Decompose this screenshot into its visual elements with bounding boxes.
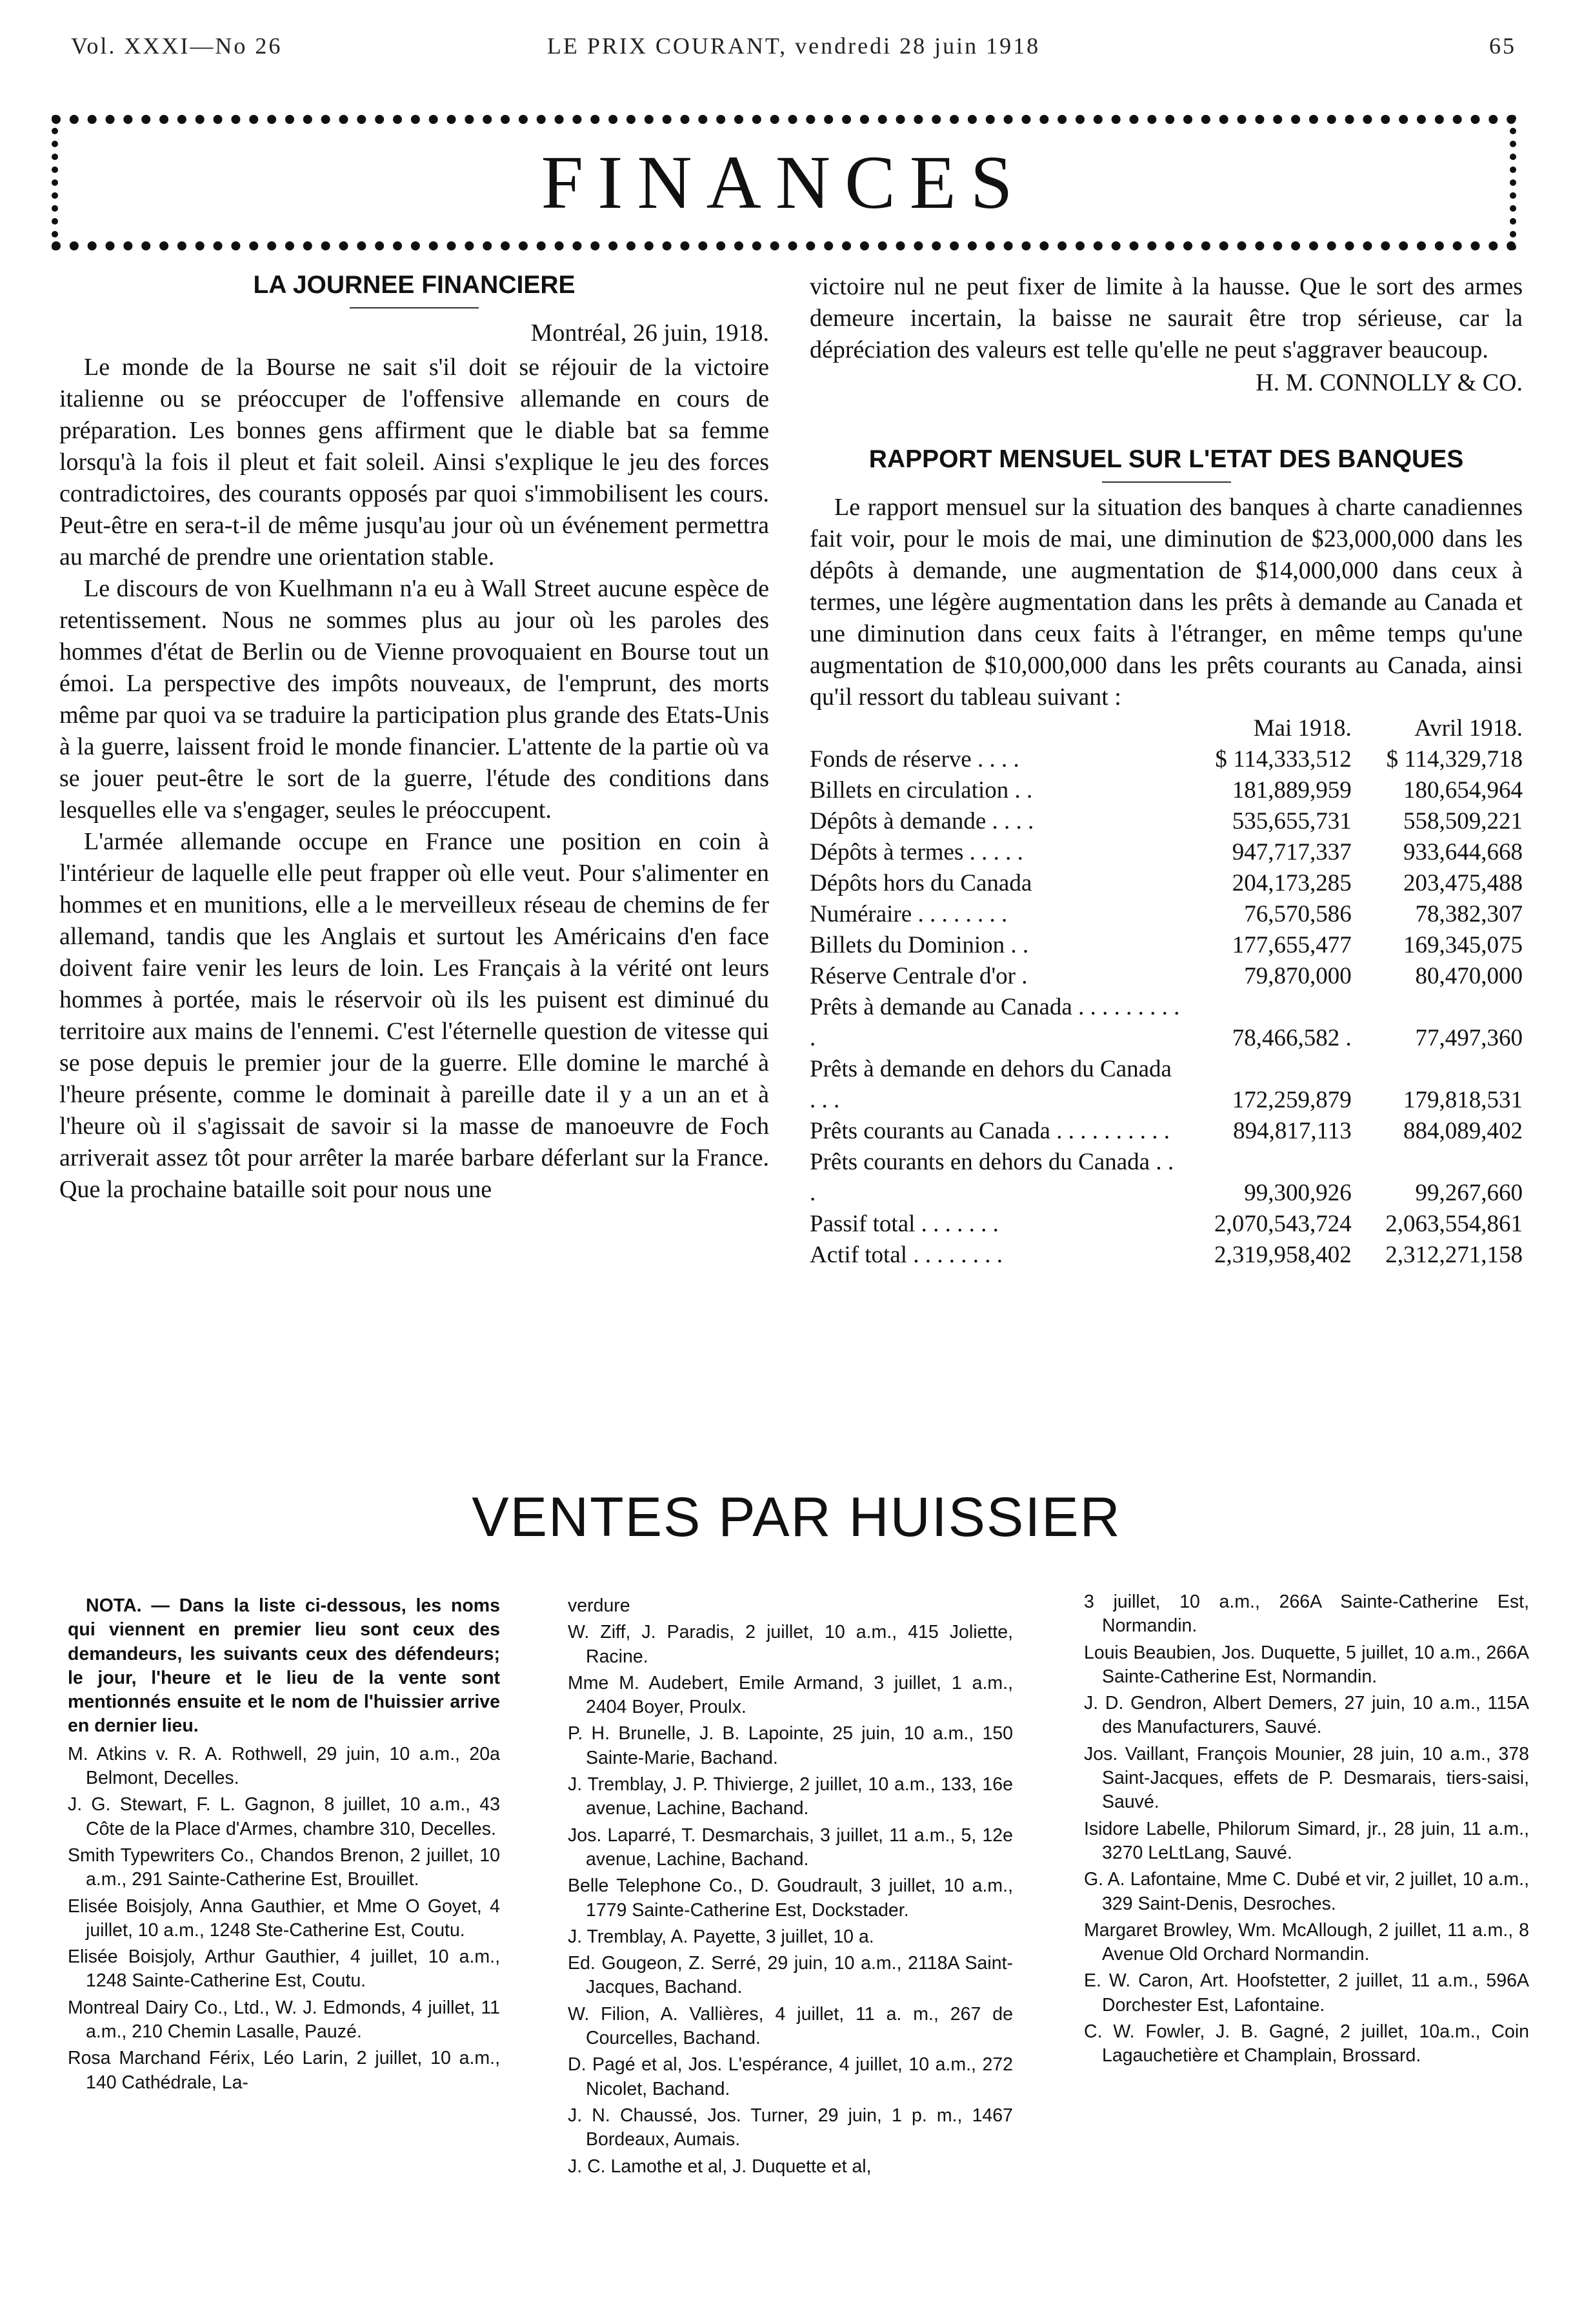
value-april: 933,644,668 <box>1403 839 1523 865</box>
list-item: M. Atkins v. R. A. Rothwell, 29 juin, 10 a.m., 20a Belmont, Decelles. <box>68 1743 500 1789</box>
value-may: 2,319,958,402 <box>1214 1242 1352 1268</box>
right-finance-column <box>810 271 1523 1271</box>
row-label: Passif total . . . . . . . <box>810 1211 999 1237</box>
value-april: 78,382,307 <box>1415 901 1523 927</box>
dateline: Montréal, 26 juin, 1918. <box>530 319 769 347</box>
table-row <box>810 806 1523 837</box>
list-item: Jos. Laparré, T. Desmarchais, 3 juillet, 11 a.m., 5, 12e avenue, Lachine, Bachand. <box>568 1824 1013 1870</box>
list-item: Elisée Boisjoly, Arthur Gauthier, 4 juillet, 10 a.m., 1248 Sainte-Catherine Est, Coutu. <box>68 1946 500 1992</box>
row-label: Prêts courants en dehors du Canada . . . <box>810 1149 1174 1206</box>
value-may: 99,300,926 <box>1244 1180 1352 1206</box>
list-item: J. Tremblay, A. Payette, 3 juillet, 10 a. <box>568 1926 874 1947</box>
volume-number: Vol. XXXI—No 26 <box>71 33 283 59</box>
column-header-may: Mai 1918. <box>1253 715 1352 742</box>
table-row <box>810 744 1523 775</box>
row-label: Numéraire . . . . . . . . <box>810 901 1008 927</box>
value-may: 79,870,000 <box>1244 963 1352 989</box>
row-label: Fonds de réserve . . . . <box>810 746 1019 773</box>
list-item: Louis Beaubien, Jos. Duquette, 5 juillet, 10 a.m., 266A Sainte-Catherine Est, Normandin. <box>1084 1642 1529 1687</box>
value-may: 2,070,543,724 <box>1214 1211 1352 1237</box>
value-april: 203,475,488 <box>1403 870 1523 896</box>
row-label: Prêts à demande en dehors du Canada . . . <box>810 1056 1172 1113</box>
ventes-column-2 <box>568 1594 1013 2181</box>
article-paragraph: Le monde de la Bourse ne sait s'il doit se réjouir de la victoire italienne ou se préoccuper de l'offensive allemande en cours de préparation. Les bonnes gens affirment que le diable bat sa femme lorsqu'à la fois il pleut et fait soleil. Ainsi s'explique le jeu des forces contradictoires, des courants opposés par quoi s'immobilisent les cours. Peut-être en sera-t-il de même jusqu'au jour où un événement permettra au marché de prendre une orientation stable. <box>59 354 769 571</box>
table-row <box>810 775 1523 806</box>
value-april: 884,089,402 <box>1403 1118 1523 1144</box>
journee-financiere-column <box>59 270 769 1206</box>
bank-statement-table <box>810 713 1523 1271</box>
value-may: 172,259,879 <box>1232 1087 1352 1113</box>
value-april: 179,818,531 <box>1403 1087 1523 1113</box>
row-label: Prêts courants au Canada . . . . . . . . . . <box>810 1118 1170 1144</box>
value-april: 77,497,360 <box>1415 1025 1523 1051</box>
table-row <box>810 1054 1523 1116</box>
value-april: 180,654,964 <box>1403 777 1523 803</box>
row-label: Dépôts à demande . . . . <box>810 808 1034 834</box>
rapport-divider <box>1102 481 1231 483</box>
list-item: J. C. Lamothe et al, J. Duquette et al, <box>568 2156 872 2177</box>
article-continuation: victoire nul ne peut fixer de limite à la hausse. Que le sort des armes demeure incertain, la baisse ne saurait être trop sérieuse, car la dépréciation des valeurs est telle qu'elle ne peut s'aggraver beaucoup. <box>810 273 1523 363</box>
table-row <box>810 1116 1523 1147</box>
table-row <box>810 992 1523 1054</box>
value-may: $ 114,333,512 <box>1215 746 1352 773</box>
value-may: 947,717,337 <box>1232 839 1352 865</box>
list-item: J. N. Chaussé, Jos. Turner, 29 juin, 1 p. m., 1467 Bordeaux, Aumais. <box>568 2105 1013 2150</box>
value-may: 78,466,582 . <box>1232 1025 1352 1051</box>
row-label: Billets en circulation . . <box>810 777 1033 803</box>
column-header-april: Avril 1918. <box>1414 715 1523 742</box>
list-item: Mme M. Audebert, Emile Armand, 3 juillet, 1 a.m., 2404 Boyer, Proulx. <box>568 1672 1013 1718</box>
list-item: Smith Typewriters Co., Chandos Brenon, 2 juillet, 10 a.m., 291 Sainte-Catherine Est, Brouillet. <box>68 1844 500 1890</box>
nota-paragraph: NOTA. — Dans la liste ci-dessous, les noms qui viennent en premier lieu sont ceux des demandeurs, les suivants ceux des défendeurs; le jour, l'heure et le lieu de la vente sont mentionnés ensuite et le nom de l'huissier arrive en dernier lieu. <box>68 1595 500 1737</box>
value-may: 181,889,959 <box>1232 777 1352 803</box>
article-title: LA JOURNEE FINANCIERE <box>253 271 576 299</box>
list-item: verdure <box>568 1595 630 1616</box>
list-item: 3 juillet, 10 a.m., 266A Sainte-Catherine Est, Normandin. <box>1084 1591 1529 1637</box>
list-item: J. Tremblay, J. P. Thivierge, 2 juillet, 10 a.m., 133, 16e avenue, Lachine, Bachand. <box>568 1774 1013 1819</box>
title-divider <box>350 307 479 308</box>
rapport-title: RAPPORT MENSUEL SUR L'ETAT DES BANQUES <box>868 445 1464 473</box>
value-april: 2,063,554,861 <box>1385 1211 1523 1237</box>
table-row <box>810 961 1523 992</box>
ventes-column-3 <box>1084 1590 1529 2071</box>
page-number: 65 <box>1489 33 1516 59</box>
section-title: FINANCES <box>541 140 1027 225</box>
value-april: 558,509,221 <box>1403 808 1523 834</box>
rapport-intro: Le rapport mensuel sur la situation des banques à charte canadiennes fait voir, pour le mois de mai, une diminution de $23,000,000 dans les dépôts à demande, une augmentation de $14,000,000 dans ceux à termes, une légère augmentation dans les prêts à demande au Canada et une diminution dans ceux faits à l'étranger, en même temps qu'une augmentation de $10,000,000 dans les prêts courants au Canada, ainsi qu'il ressort du tableau suivant : <box>810 494 1523 711</box>
value-april: 80,470,000 <box>1415 963 1523 989</box>
list-item: Isidore Labelle, Philorum Simard, jr., 28 juin, 11 a.m., 3270 LeLtLang, Sauvé. <box>1084 1818 1529 1863</box>
publication-line: LE PRIX COURANT, vendredi 28 juin 1918 <box>546 33 1041 59</box>
article-paragraph: L'armée allemande occupe en France une position en coin à l'intérieur de laquelle elle peut frapper où elle veut. Pour s'alimenter en hommes et en munitions, elle a le merveilleux réseau de chemins de fer allemand, tandis que les Anglais et surtout les Américains d'en face doivent faire venir les leurs de loin. Les Français à la vérité ont leurs hommes à portée, mais le réservoir où ils les puisent est diminué du territoire aux mains de l'ennemi. C'est l'éternelle question de vitesse qui se pose depuis le premier jour de la guerre. Elle domine le marché à l'heure présente, comme le dominait à pareille date il y a un an et à l'heure où il s'agissait de savoir si la masse de manoeuvre de Foch arriverait assez tôt pour arrêter la marée barbare déferlant sur la France. Que la prochaine bataille soit pour nous une <box>59 828 769 1203</box>
value-may: 76,570,586 <box>1244 901 1352 927</box>
list-item: Rosa Marchand Férix, Léo Larin, 2 juillet, 10 a.m., 140 Cathédrale, La- <box>68 2048 500 2093</box>
row-label: Dépôts hors du Canada <box>810 870 1032 896</box>
value-april: 99,267,660 <box>1415 1180 1523 1206</box>
row-label: Dépôts à termes . . . . . <box>810 839 1023 865</box>
list-item: J. D. Gendron, Albert Demers, 27 juin, 10 a.m., 115A des Manufacturers, Sauvé. <box>1084 1693 1529 1738</box>
table-row <box>810 899 1523 930</box>
table-row <box>810 1209 1523 1240</box>
list-item: Elisée Boisjoly, Anna Gauthier, et Mme O Goyet, 4 juillet, 10 a.m., 1248 Ste-Catherine Est, Coutu. <box>68 1895 500 1941</box>
row-label: Réserve Centrale d'or . <box>810 963 1028 989</box>
list-item: Ed. Gougeon, Z. Serré, 29 juin, 10 a.m., 2118A Saint-Jacques, Bachand. <box>568 1953 1013 1998</box>
value-april: 169,345,075 <box>1403 932 1523 958</box>
table-row <box>810 868 1523 899</box>
value-may: 177,655,477 <box>1232 932 1352 958</box>
ventes-column-1 <box>68 1594 500 2097</box>
row-label: Actif total . . . . . . . . <box>810 1242 1003 1268</box>
running-header <box>71 32 1516 71</box>
table-header-row <box>810 713 1523 744</box>
ventes-title: VENTES PAR HUISSIER <box>472 1486 1121 1548</box>
value-may: 535,655,731 <box>1232 808 1352 834</box>
value-april: $ 114,329,718 <box>1386 746 1523 773</box>
list-item: C. W. Fowler, J. B. Gagné, 2 juillet, 10a.m., Coin Lagauchetière et Champlain, Brossard. <box>1084 2021 1529 2066</box>
row-label: Prêts à demande au Canada . . . . . . . . . . <box>810 994 1180 1051</box>
row-label: Billets du Dominion . . <box>810 932 1029 958</box>
list-item: E. W. Caron, Art. Hoofstetter, 2 juillet, 11 a.m., 596A Dorchester Est, Lafontaine. <box>1084 1970 1529 2016</box>
list-item: Jos. Vaillant, François Mounier, 28 juin, 10 a.m., 378 Saint-Jacques, effets de P. Desmarais, tiers-saisi, Sauvé. <box>1084 1743 1529 1813</box>
list-item: D. Pagé et al, Jos. L'espérance, 4 juillet, 10 a.m., 272 Nicolet, Bachand. <box>568 2054 1013 2099</box>
value-may: 204,173,285 <box>1232 870 1352 896</box>
article-paragraph: Le discours de von Kuelhmann n'a eu à Wall Street aucune espèce de retentissement. Nous ne sommes plus au jour où les paroles des hommes d'état de Berlin ou de Vienne provoquaient en Bourse tout un émoi. La perspective des impôts nouveaux, de l'emprunt, des morts même par quoi va se traduire la participation plus grande des Etats-Unis à la guerre, laissent froid le monde financier. L'attente de la partie où va se jouer peut-être le sort de la guerre, l'étude des conditions dans lesquelles elle va s'engager, seules le préoccupent. <box>59 575 769 824</box>
list-item: Margaret Browley, Wm. McAllough, 2 juillet, 11 a.m., 8 Avenue Old Orchard Normandin. <box>1084 1919 1529 1965</box>
list-item: G. A. Lafontaine, Mme C. Dubé et vir, 2 juillet, 10 a.m., 329 Saint-Denis, Desroches. <box>1084 1869 1529 1914</box>
table-row <box>810 1147 1523 1209</box>
table-row <box>810 837 1523 868</box>
finances-banner <box>52 115 1516 250</box>
list-item: J. G. Stewart, F. L. Gagnon, 8 juillet, 10 a.m., 43 Côte de la Place d'Armes, chambre 310, Decelles. <box>68 1794 500 1839</box>
value-may: 894,817,113 <box>1233 1118 1352 1144</box>
list-item: W. Filion, A. Vallières, 4 juillet, 11 a. m., 267 de Courcelles, Bachand. <box>568 2003 1013 2049</box>
value-april: 2,312,271,158 <box>1385 1242 1523 1268</box>
article-signature: H. M. CONNOLLY & CO. <box>1256 369 1523 396</box>
list-item: Montreal Dairy Co., Ltd., W. J. Edmonds, 4 juillet, 11 a.m., 210 Chemin Lasalle, Pauzé. <box>68 1997 500 2043</box>
list-item: W. Ziff, J. Paradis, 2 juillet, 10 a.m., 415 Joliette, Racine. <box>568 1622 1013 1667</box>
list-item: P. H. Brunelle, J. B. Lapointe, 25 juin, 10 a.m., 150 Sainte-Marie, Bachand. <box>568 1723 1013 1768</box>
list-item: Belle Telephone Co., D. Goudrault, 3 juillet, 10 a.m., 1779 Sainte-Catherine Est, Dockstader. <box>568 1875 1013 1921</box>
table-row <box>810 1240 1523 1271</box>
table-row <box>810 930 1523 961</box>
